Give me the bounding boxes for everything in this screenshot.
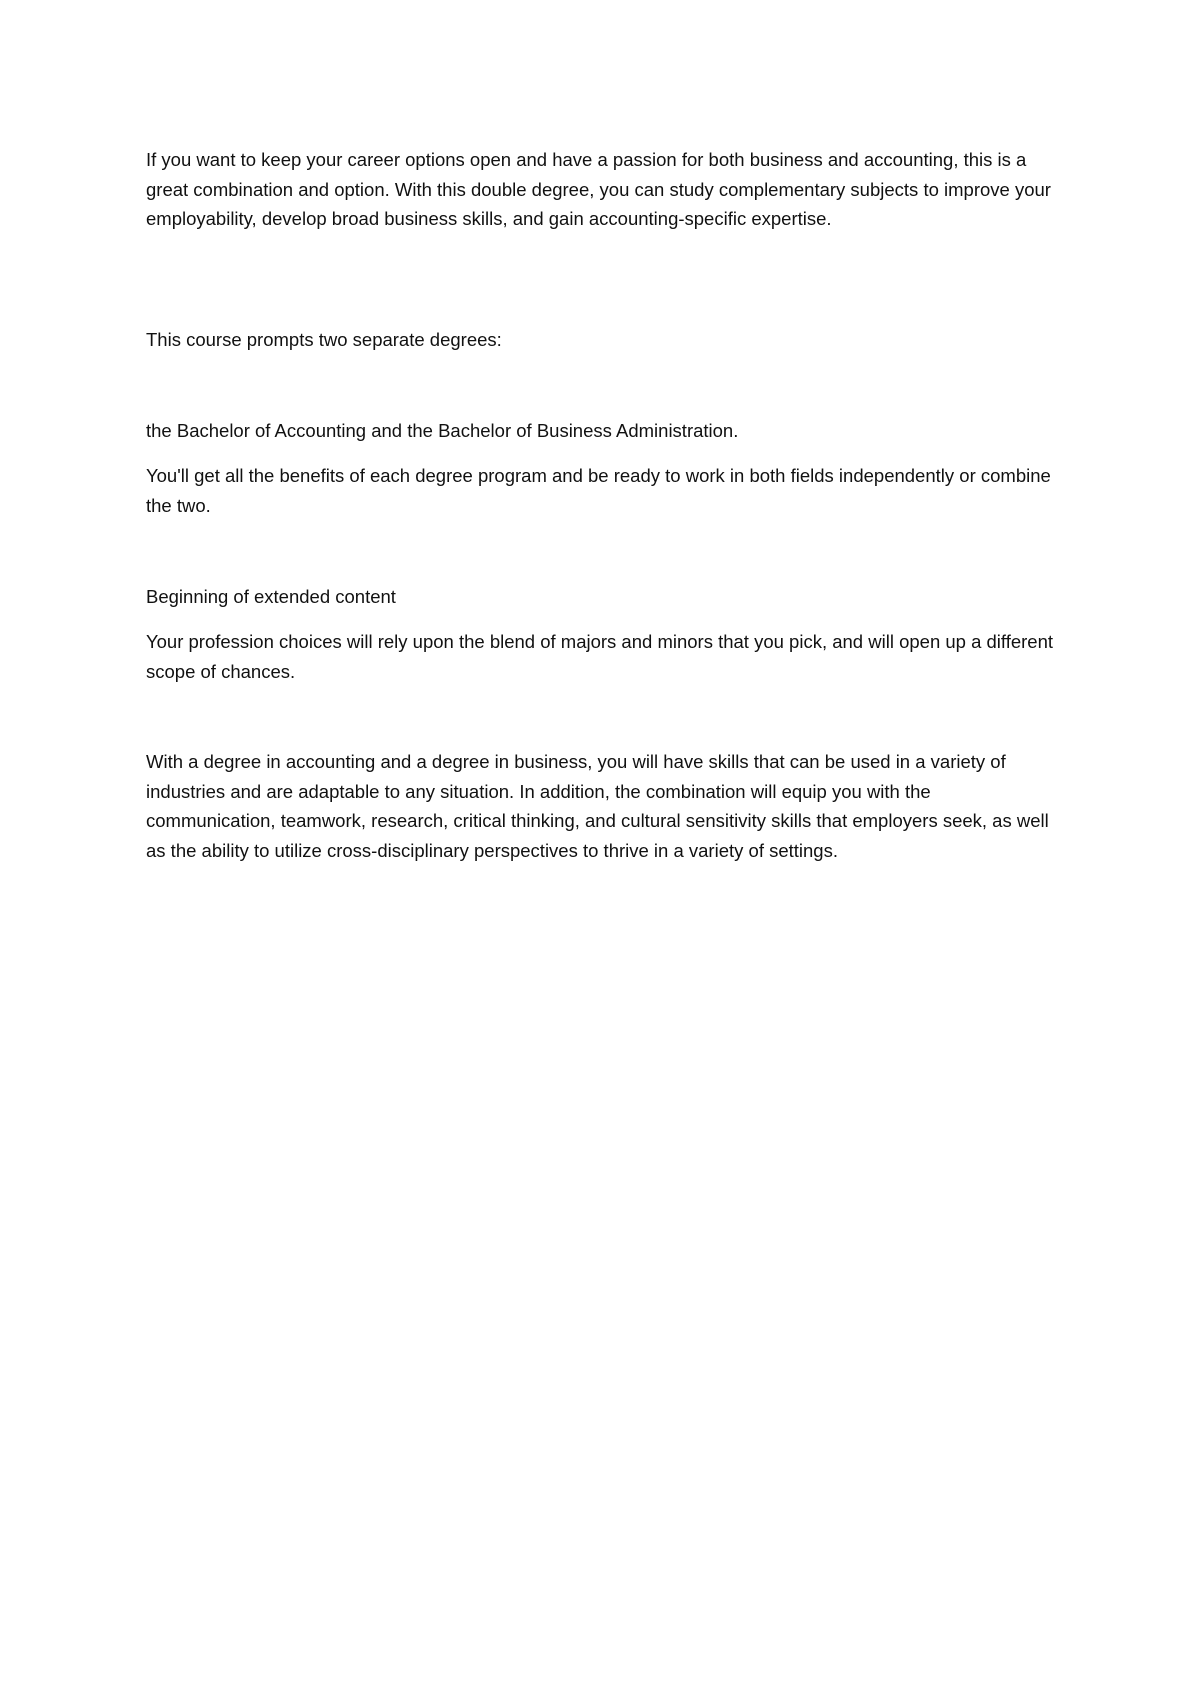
profession-choices-paragraph: Your profession choices will rely upon the blend of majors and minors that you pick, and will open up a different scope of chances.	[146, 631, 1054, 682]
intro-paragraph: If you want to keep your career options open and have a passion for both business and accounting, this is a great combination and option. With this double degree, you can study complementary subjects to improve your employability, develop broad business skills, and gain accounting-specific expertise.	[146, 149, 1051, 229]
skills-paragraph: With a degree in accounting and a degree in business, you will have skills that can be used in a variety of industries and are adaptable to any situation. In addition, the combination will equip you with the communication, teamwork, research, critical thinking, and cultural sensitivity skills that employers seek, as well as the ability to utilize cross-disciplinary perspectives to thrive in a variety of settings.	[146, 751, 1049, 861]
degrees-list-paragraph: the Bachelor of Accounting and the Bachelor of Business Administration.	[146, 420, 739, 441]
degrees-lead-paragraph: This course prompts two separate degrees:	[146, 329, 502, 350]
benefits-paragraph: You'll get all the benefits of each degree program and be ready to work in both fields independently or combine the two.	[146, 465, 1051, 516]
extended-content-heading: Beginning of extended content	[146, 586, 396, 607]
